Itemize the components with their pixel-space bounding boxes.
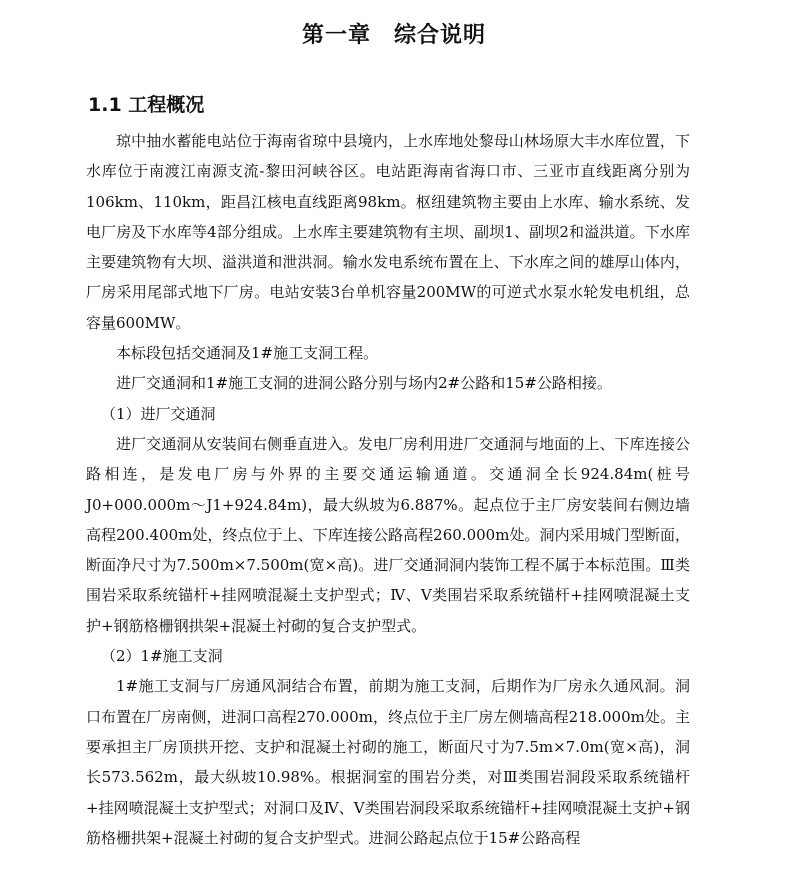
paragraph-access-tunnel: 进厂交通洞从安装间右侧垂直进入。发电厂房利用进厂交通洞与地面的上、下库连接公路相连，是发电厂房与外界的主要交通运输通道。交通洞全长924.84m(桩号J0+000.000m～J1+924.84m)，最大纵坡为6.887%。起点位于主厂房安装间右侧边墙高程200.400m处，终点位于上、下库连接公路高程260.000m处。洞内采用城门型断面，断面净尺寸为7.500m×7.500m(宽×高)。进厂交通洞洞内装饰工程不属于本标范围。Ⅲ类围岩采取系统锚杆+挂网喷混凝土支护型式；Ⅳ、Ⅴ类围岩采取系统锚杆+挂网喷混凝土支护+钢筋格栅钢拱架+混凝土衬砌的复合支护型式。 [86, 434, 690, 635]
paragraph-construction-adit: 1#施工支洞与厂房通风洞结合布置，前期为施工支洞，后期作为厂房永久通风洞。洞口布置在厂房南侧，进洞口高程270.000m，终点位于主厂房左侧墙高程218.000m处。主要承担主厂房顶拱开挖、支护和混凝土衬砌的施工，断面尺寸为7.5m×7.0m(宽×高)，洞长573.562m，最大纵坡10.98%。根据洞室的围岩分类，对Ⅲ类围岩洞段采取系统锚杆+挂网喷混凝土支护型式；对洞口及Ⅳ、Ⅴ类围岩洞段采取系统锚杆+挂网喷混凝土支护+钢筋格栅拱架+混凝土衬砌的复合支护型式。进洞公路起点位于15#公路高程 [86, 677, 690, 847]
document-body [86, 126, 690, 853]
paragraph-scope: 本标段包括交通洞及1#施工支洞工程。 [116, 344, 379, 363]
subheading-access-tunnel: （1）进厂交通洞 [101, 404, 216, 423]
section-heading: 1.1 工程概况 [88, 94, 205, 116]
chapter-title: 第一章 综合说明 [301, 23, 486, 48]
paragraph-access-roads: 进厂交通洞和1#施工支洞的进洞公路分别与场内2#公路和15#公路相接。 [116, 374, 612, 393]
subheading-construction-adit: （2）1#施工支洞 [101, 647, 223, 666]
paragraph-overview: 琼中抽水蓄能电站位于海南省琼中县境内，上水库地处黎母山林场原大丰水库位置，下水库位于南渡江南源支流-黎田河峡谷区。电站距海南省海口市、三亚市直线距离分别为106km、110km，距昌江核电直线距离98km。枢纽建筑物主要由上水库、输水系统、发电厂房及下水库等4部分组成。上水库主要建筑物有主坝、副坝1、副坝2和溢洪道。下水库主要建筑物有大坝、溢洪道和泄洪洞。输水发电系统布置在上、下水库之间的雄厚山体内，厂房采用尾部式地下厂房。电站安装3台单机容量200MW的可逆式水泵水轮发电机组，总容量600MW。 [86, 132, 690, 332]
